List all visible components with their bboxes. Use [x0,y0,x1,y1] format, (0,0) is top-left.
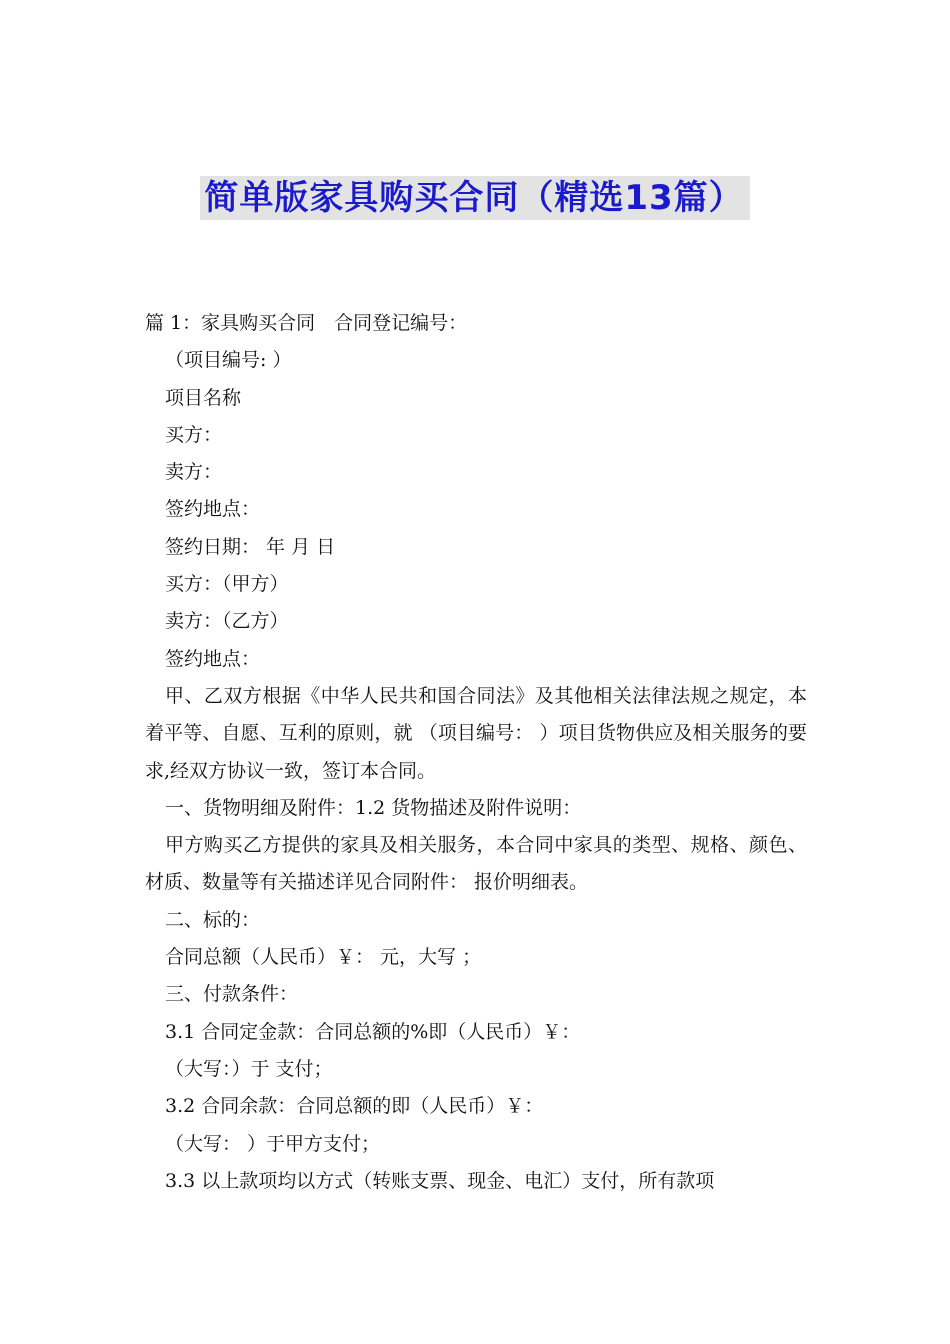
project-name-line: 项目名称 [165,386,242,409]
signing-date-line: 签约日期： 年 月 日 [165,535,336,558]
seller-line: 卖方： [165,461,223,484]
document-title: 简单版家具购买合同（精选13篇） [200,176,749,220]
signing-place-line-2: 签约地点： [165,647,261,670]
project-number-line: （项目编号: ） [165,349,292,372]
clause-3-1-amount: （大写：）于 支付； [165,1057,333,1080]
section-one-heading: 一、货物明细及附件：1.2 货物描述及附件说明： [165,796,582,819]
section-two-heading: 二、标的： [165,908,261,931]
contract-amount-line: 合同总额（人民币）￥： 元，大写 ； [165,946,482,969]
seller-party-b-line: 卖方：（乙方） [165,610,289,633]
clause-3-2-amount: （大写： ）于甲方支付； [165,1132,381,1155]
buyer-party-a-line: 买方：（甲方） [165,573,289,596]
preamble-paragraph: 甲、乙双方根据《中华人民共和国合同法》及其他相关法律法规之规定，本着平等、自愿、互利的原则，就 （项目编号： ）项目货物供应及相关服务的要求,经双方协议一致，签订本合同。 [145,684,807,782]
signing-place-line: 签约地点： [165,498,261,521]
clause-3-1: 3.1 合同定金款：合同总额的%即（人民币）￥： [165,1020,581,1043]
buyer-line: 买方： [165,423,223,446]
clause-3-2: 3.2 合同余款：合同总额的即（人民币）￥： [165,1095,544,1118]
chapter-heading: 篇 1：家具购买合同 合同登记编号： [145,312,468,334]
clause-3-3: 3.3 以上款项均以方式（转账支票、现金、电汇）支付，所有款项 [165,1169,715,1192]
title-container [0,176,950,220]
goods-description-paragraph: 甲方购买乙方提供的家具及相关服务，本合同中家具的类型、规格、颜色、材质、数量等有关描述详见合同附件： 报价明细表。 [145,834,807,894]
section-three-heading: 三、付款条件： [165,983,299,1006]
document-body [145,305,807,1200]
